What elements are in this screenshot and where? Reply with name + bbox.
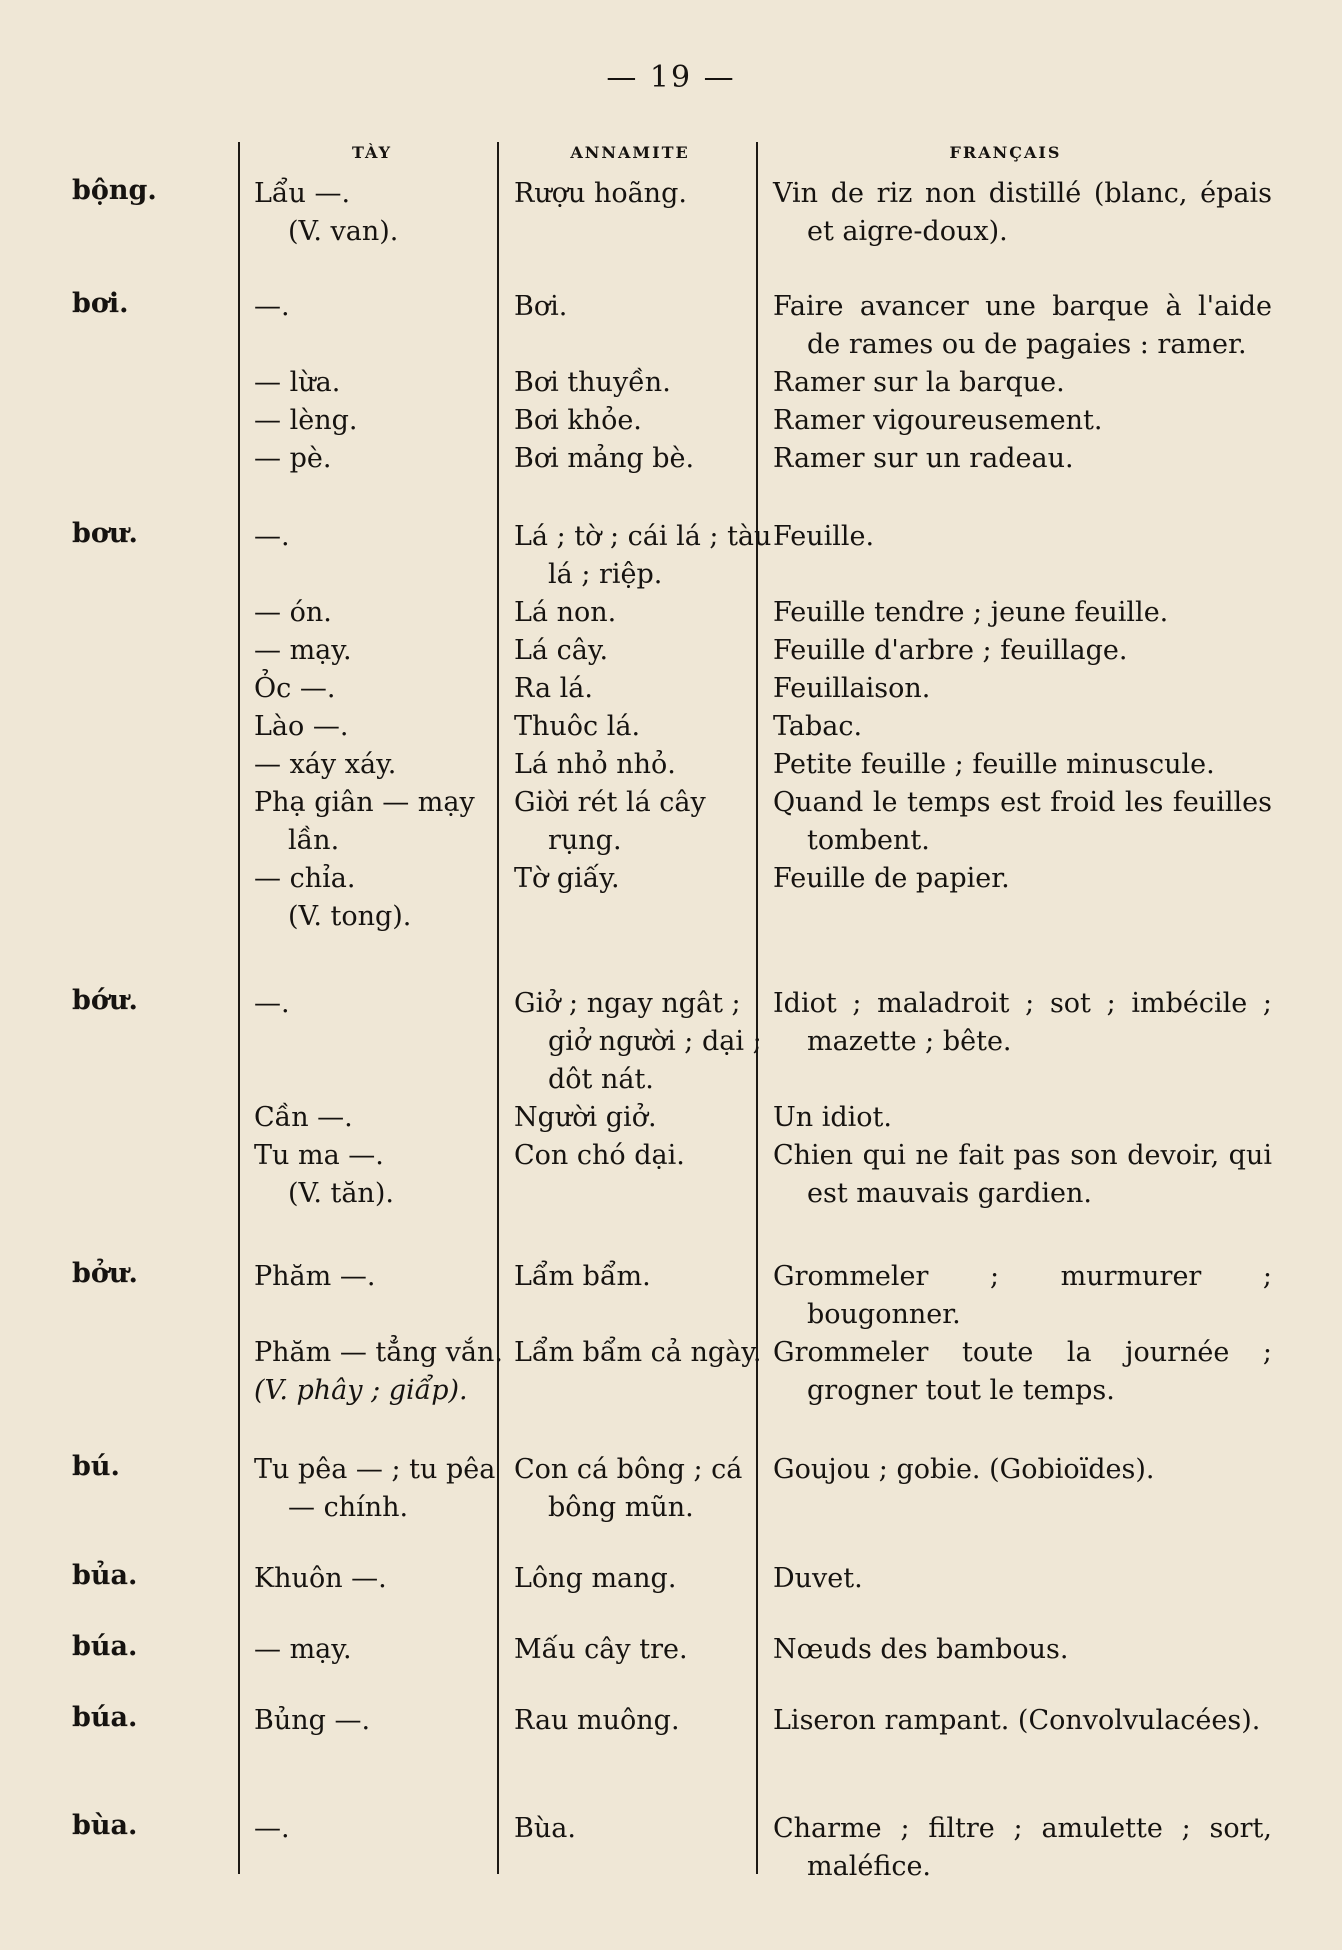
francais-cell: Ramer sur un radeau. bbox=[773, 443, 1074, 474]
francais-cell: Liseron rampant. (Convolvulacées). bbox=[773, 1705, 1261, 1736]
entry-headword: bú. bbox=[72, 1451, 120, 1482]
annamite-cell: Bơi thuyền. bbox=[514, 367, 671, 398]
francais-cell: Grommeler toute la journée ; grogner tout le temps. bbox=[773, 1337, 1272, 1406]
francais-cell: Idiot ; maladroit ; sot ; imbécile ; mazette ; bête. bbox=[773, 988, 1272, 1057]
annamite-cell: Rượu hoãng. bbox=[514, 178, 687, 209]
annamite-cell: Người giở. bbox=[514, 1102, 657, 1133]
tay-cell: — lèng. bbox=[254, 405, 358, 436]
francais-cell: Feuille. bbox=[773, 521, 875, 552]
francais-cell: Tabac. bbox=[773, 711, 863, 742]
tay-cell: (V. van). bbox=[288, 216, 399, 247]
francais-cell: Feuille de papier. bbox=[773, 863, 1010, 894]
francais-cell: Duvet. bbox=[773, 1563, 863, 1594]
tay-cell: —. bbox=[254, 988, 290, 1019]
header-annamite: ANNAMITE bbox=[570, 143, 690, 162]
annamite-cell: Lẩm bẩm. bbox=[514, 1261, 651, 1292]
tay-cell: —. bbox=[254, 291, 290, 322]
tay-cell: — pè. bbox=[254, 443, 332, 474]
tay-cell: Ỏc —. bbox=[254, 673, 336, 704]
tay-cell: Lào —. bbox=[254, 711, 349, 742]
page-number: — 19 — bbox=[606, 60, 736, 95]
tay-cell: — lừa. bbox=[254, 367, 341, 398]
tay-cell: — xáy xáy. bbox=[254, 749, 397, 780]
entry-headword: bởư. bbox=[72, 1258, 138, 1289]
annamite-cell: Mấu cây tre. bbox=[514, 1634, 688, 1665]
tay-cell: Phạ giân — mạy lần. bbox=[254, 787, 475, 856]
entry-headword: bơư. bbox=[72, 518, 138, 549]
header-francais: FRANÇAIS bbox=[949, 143, 1062, 162]
annamite-cell: Rau muông. bbox=[514, 1705, 680, 1736]
entry-headword: bủa. bbox=[72, 1560, 138, 1591]
tay-cell: Khuôn —. bbox=[254, 1563, 387, 1594]
tay-cell: (V. phây ; giẩp). bbox=[254, 1375, 468, 1406]
annamite-cell: Thuôc lá. bbox=[514, 711, 641, 742]
francais-cell: Ramer sur la barque. bbox=[773, 367, 1065, 398]
francais-cell: Charme ; filtre ; amulette ; sort, maléfice. bbox=[773, 1813, 1272, 1882]
tay-cell: Bủng —. bbox=[254, 1705, 371, 1736]
annamite-cell: Con cá bông ; cá bông mũn. bbox=[514, 1454, 743, 1523]
entry-headword: búa. bbox=[72, 1702, 138, 1733]
annamite-cell: Con chó dại. bbox=[514, 1140, 685, 1171]
entry-headword: bộng. bbox=[72, 175, 157, 206]
column-divider-left bbox=[238, 142, 240, 1874]
annamite-cell: Lá cây. bbox=[514, 635, 609, 666]
francais-cell: Grommeler ; murmurer ; bougonner. bbox=[773, 1261, 1272, 1330]
francais-cell: Vin de riz non distillé (blanc, épais et aigre-doux). bbox=[773, 178, 1272, 247]
annamite-cell: Ra lá. bbox=[514, 673, 593, 704]
annamite-cell: Bơi. bbox=[514, 291, 568, 322]
annamite-cell: Giở ; ngay ngât ; giở người ; dại ; dôt nát. bbox=[514, 988, 762, 1095]
tay-cell: Tu pêa — ; tu pêa — chính. bbox=[254, 1454, 496, 1523]
tay-cell: —. bbox=[254, 1813, 290, 1844]
francais-cell: Feuillaison. bbox=[773, 673, 931, 704]
francais-cell: Chien qui ne fait pas son devoir, qui est mauvais gardien. bbox=[773, 1140, 1272, 1209]
francais-cell: Goujou ; gobie. (Gobioïdes). bbox=[773, 1454, 1155, 1485]
header-tay: TÀY bbox=[351, 143, 393, 162]
francais-cell: Feuille tendre ; jeune feuille. bbox=[773, 597, 1169, 628]
entry-headword: bùa. bbox=[72, 1810, 138, 1841]
tay-cell: Lẩu —. bbox=[254, 178, 351, 209]
entry-headword: búa. bbox=[72, 1631, 138, 1662]
francais-cell: Nœuds des bambous. bbox=[773, 1634, 1069, 1665]
tay-cell: — chỉa. bbox=[254, 863, 356, 894]
tay-cell: — mạy. bbox=[254, 1634, 352, 1665]
francais-cell: Ramer vigoureusement. bbox=[773, 405, 1103, 436]
annamite-cell: Tờ giấy. bbox=[514, 863, 620, 894]
tay-cell: Cần —. bbox=[254, 1102, 353, 1133]
francais-cell: Faire avancer une barque à l'aide de rames ou de pagaies : ramer. bbox=[773, 291, 1272, 360]
francais-cell: Feuille d'arbre ; feuillage. bbox=[773, 635, 1128, 666]
francais-cell: Quand le temps est froid les feuilles tombent. bbox=[773, 787, 1272, 856]
annamite-cell: Bơi mảng bè. bbox=[514, 443, 695, 474]
francais-cell: Petite feuille ; feuille minuscule. bbox=[773, 749, 1215, 780]
tay-cell: Tu ma —. bbox=[254, 1140, 384, 1171]
annamite-cell: Lông mang. bbox=[514, 1563, 677, 1594]
annamite-cell: Bơi khỏe. bbox=[514, 405, 642, 436]
tay-cell: —. bbox=[254, 521, 290, 552]
entry-headword: bớư. bbox=[72, 985, 138, 1016]
annamite-cell: Lá nhỏ nhỏ. bbox=[514, 749, 676, 780]
annamite-cell: Giời rét lá cây rụng. bbox=[514, 787, 706, 856]
annamite-cell: Lẩm bẩm cả ngày. bbox=[514, 1337, 762, 1368]
tay-cell: — ón. bbox=[254, 597, 332, 628]
tay-cell: Phăm —. bbox=[254, 1261, 376, 1292]
annamite-cell: Lá ; tờ ; cái lá ; tàu lá ; riệp. bbox=[514, 521, 772, 590]
annamite-cell: Bùa. bbox=[514, 1813, 576, 1844]
francais-cell: Un idiot. bbox=[773, 1102, 892, 1133]
annamite-cell: Lá non. bbox=[514, 597, 617, 628]
entry-headword: bơi. bbox=[72, 288, 129, 319]
tay-cell: — mạy. bbox=[254, 635, 352, 666]
tay-cell: (V. tong). bbox=[288, 901, 412, 932]
tay-cell: (V. tăn). bbox=[288, 1178, 394, 1209]
tay-cell: Phăm — tẳng vắn. bbox=[254, 1337, 503, 1368]
